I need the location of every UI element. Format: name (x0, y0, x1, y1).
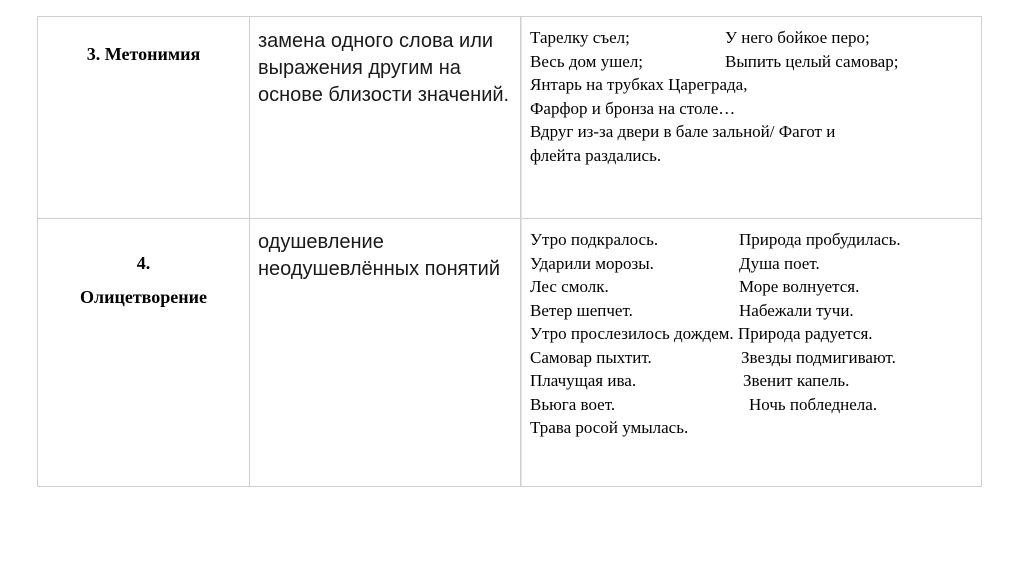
column-divider (521, 218, 522, 486)
table-row-personification (38, 218, 981, 486)
example-text: Море волнуется. (739, 277, 860, 296)
definition-cell: одушевление неодушевлённых понятий (258, 231, 501, 280)
example-text: Природа пробудилась. (739, 230, 901, 249)
example-text: Янтарь на трубках Цареграда, (530, 75, 748, 94)
term-cell: 3. Метонимия (86, 44, 201, 64)
example-text: Трава росой умылась. (530, 418, 689, 437)
example-text: Ветер шепчет. (530, 300, 633, 320)
example-text: Фарфор и бронза на столе… (530, 98, 736, 118)
example-text: Плачущая ива. (530, 371, 637, 390)
example-text: Вьюга воет. (530, 394, 616, 414)
example-text: Набежали тучи. (739, 300, 854, 320)
definition-cell: замена одного слова или выражения другим на основе близости значений. (258, 30, 510, 106)
example-text: Вдруг из-за двери в бале зальной/ Фагот и (530, 122, 836, 141)
example-text: Звезды подмигивают. (741, 347, 896, 367)
example-text: Самовар пыхтит. (530, 347, 652, 367)
example-text: Тарелку съел; (530, 28, 630, 47)
example-text: Весь дом ушел; (530, 51, 644, 71)
example-text: Утро прослезилось дождем. Природа радуется. (530, 324, 873, 343)
example-text: Выпить целый самовар; (725, 51, 899, 71)
column-divider (521, 17, 522, 218)
example-text: флейта раздались. (530, 145, 662, 165)
column-divider (249, 17, 250, 218)
term-number: 4. (136, 253, 151, 273)
example-text: Ночь побледнела. (749, 394, 878, 414)
term-cell (38, 246, 249, 314)
figures-of-speech-table (37, 16, 982, 487)
example-text: Ударили морозы. (530, 253, 654, 273)
example-text: Лес смолк. (530, 277, 609, 296)
example-text: Утро подкралось. (530, 230, 659, 249)
example-text: Душа поет. (739, 253, 820, 273)
column-divider (249, 218, 250, 486)
term-name: Олицетворение (79, 287, 207, 307)
example-text: У него бойкое перо; (725, 28, 870, 47)
example-text: Звенит капель. (743, 371, 850, 390)
table-row-metonymy (38, 17, 981, 219)
